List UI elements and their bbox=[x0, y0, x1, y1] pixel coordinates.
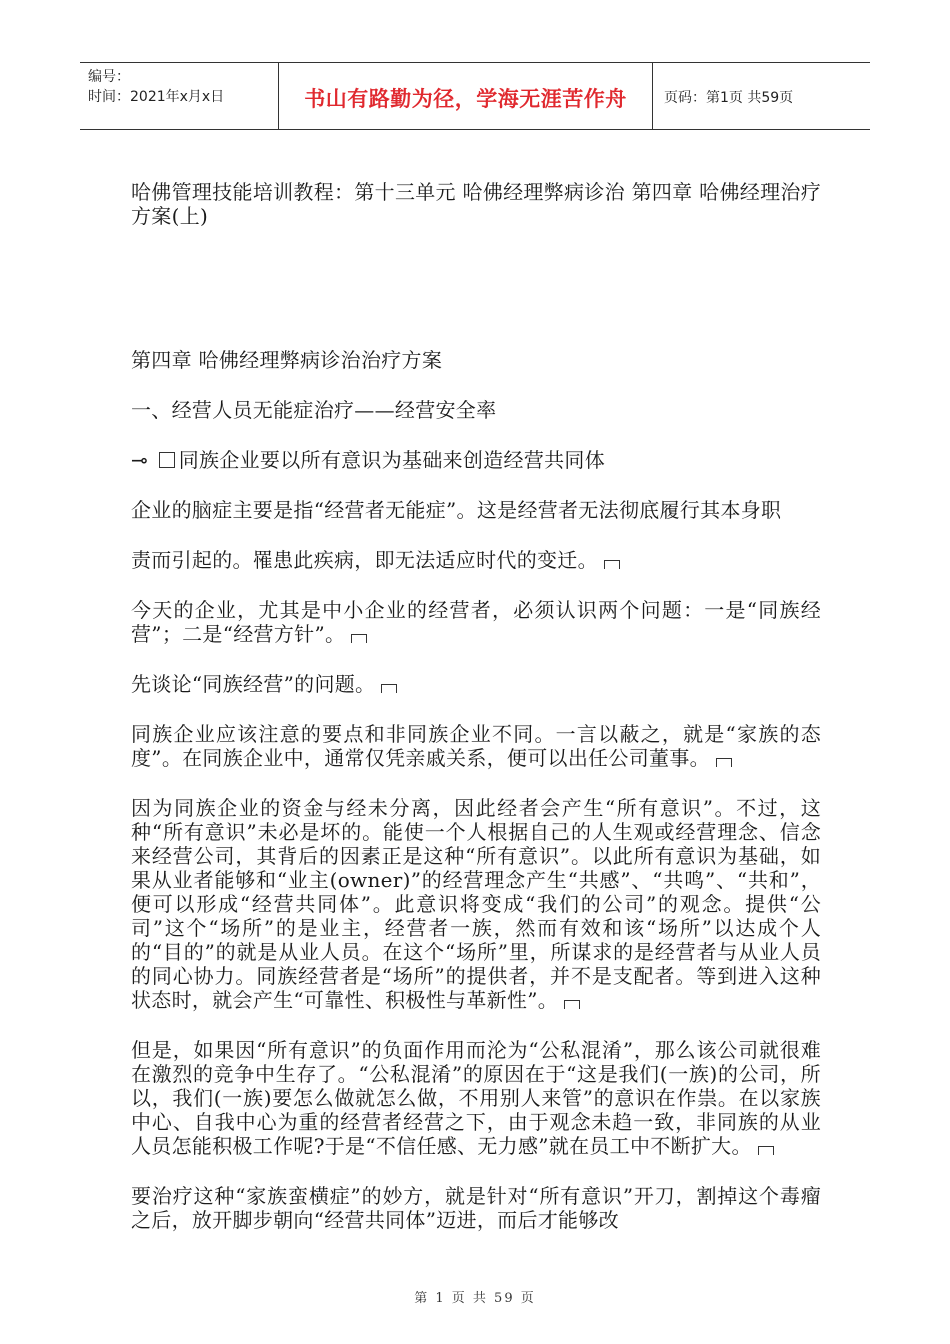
header-page-info: 页码：第1页 共59页 bbox=[664, 90, 794, 106]
paragraph: 要治疗这种“家族蛮横症”的妙方，就是针对“所有意识”开刀，割掉这个毒瘤之后，放开脚步朝向“经营共同体”迈进，而后才能够改 bbox=[131, 1184, 821, 1232]
paragraph-mark-icon bbox=[604, 560, 620, 569]
paragraph: 今天的企业，尤其是中小企业的经营者，必须认识两个问题：一是“同族经营”；二是“经营方针”。 bbox=[131, 598, 821, 646]
chapter-heading: 第四章 哈佛经理弊病诊治治疗方案 bbox=[131, 348, 443, 372]
paragraph-mark-icon bbox=[716, 758, 732, 767]
page-footer: 第 1 页 共 59 页 bbox=[414, 1291, 536, 1306]
paragraph-line bbox=[131, 796, 821, 1012]
header-motto: 书山有路勤为径，学海无涯苦作舟 bbox=[304, 87, 627, 111]
paragraph: 责而引起的。罹患此疾病，即无法适应时代的变迁。 bbox=[131, 548, 598, 572]
paragraph-mark-icon bbox=[351, 634, 367, 643]
subsection-heading-line bbox=[131, 448, 821, 472]
paragraph: 但是，如果因“所有意识”的负面作用而沦为“公私混淆”，那么该公司就很难在激烈的竞争中生存了。“公私混淆”的原因在于“这是我们(一族)的公司，所以，我们(一族)要怎么做就怎么做，不用别人来管”的意识在作祟。在以家族中心、自我中心为重的经营者经营之下，由于观念未趋一致，非同族的从业人员怎能积极工作呢?于是“不信任感、无力感”就在员工中不断扩大。 bbox=[131, 1038, 821, 1158]
subsection-prefix: ⊸ bbox=[131, 448, 155, 472]
date-label: 时间：2021年x月x日 bbox=[88, 89, 225, 105]
paragraph: 因为同族企业的资金与经未分离，因此经者会产生“所有意识”。不过，这种“所有意识”未必是坏的。能使一个人根据自己的人生观或经营理念、信念来经营公司，其背后的因素正是这种“所有意识”。以此所有意识为基础，如果从业者能够和“业主(owner)”的经营理念产生“共感”、“共鸣”、“共和”，便可以形成“经营共同体”。此意识将变成“我们的公司”的观念。提供“公司”这个“场所”的是业主，经营者一族，然而有效和该“场所”以达成个人的“目的”的就是从业人员。在这个“场所”里，所谋求的是经营者与从业人员的同心协力。同族经营者是“场所”的提供者，并不是支配者。等到进入这种状态时，就会产生“可靠性、积极性与革新性”。 bbox=[131, 796, 821, 1012]
checkbox-glyph-icon bbox=[159, 452, 175, 468]
paragraph-line bbox=[131, 548, 821, 572]
paragraph: 企业的脑症主要是指“经营者无能症”。这是经营者无法彻底履行其本身职 bbox=[131, 498, 782, 522]
document-body bbox=[131, 180, 821, 1232]
paragraph-mark-icon bbox=[564, 1000, 580, 1009]
paragraph-line bbox=[131, 598, 821, 646]
subsection-heading: 同族企业要以所有意识为基础来创造经营共同体 bbox=[178, 448, 606, 472]
paragraph-line bbox=[131, 672, 821, 696]
paragraph-mark-icon bbox=[758, 1146, 774, 1155]
header-table bbox=[80, 62, 870, 130]
paragraph-line bbox=[131, 722, 821, 770]
paragraph: 先谈论“同族经营”的问题。 bbox=[131, 672, 376, 696]
serial-label: 编号： bbox=[88, 69, 130, 85]
header-meta bbox=[88, 67, 224, 107]
header-divider bbox=[652, 63, 653, 129]
paragraph-line bbox=[131, 1038, 821, 1158]
section-heading: 一、经营人员无能症治疗——经营安全率 bbox=[131, 398, 497, 422]
document-title: 哈佛管理技能培训教程：第十三单元 哈佛经理弊病诊治 第四章 哈佛经理治疗方案(上) bbox=[131, 180, 821, 228]
paragraph: 同族企业应该注意的要点和非同族企业不同。一言以蔽之，就是“家族的态度”。在同族企业中，通常仅凭亲戚关系，便可以出任公司董事。 bbox=[131, 722, 821, 770]
paragraph-mark-icon bbox=[381, 684, 397, 693]
